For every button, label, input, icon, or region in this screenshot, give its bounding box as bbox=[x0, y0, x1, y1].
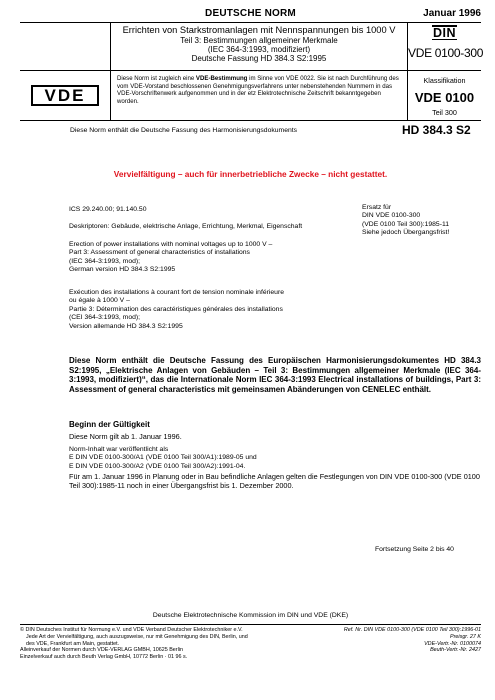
validity-heading: Beginn der Gültigkeit bbox=[69, 420, 150, 429]
publication-date: Januar 1996 bbox=[423, 8, 481, 19]
title-line-1: Teil 3: Bestimmungen allgemeiner Merkmale bbox=[180, 36, 338, 45]
title-line-2: (IEC 364-3:1993, modifiziert) bbox=[207, 45, 311, 54]
continuation-note: Fortsetzung Seite 2 bis 40 bbox=[375, 546, 454, 553]
din-logo: DIN bbox=[432, 26, 457, 40]
vde-logo: VDE bbox=[31, 85, 99, 106]
din-vde-number: VDE 0100-300 bbox=[408, 46, 484, 60]
french-title: Exécution des installations à courant fort de tension nominale inférieure ou égale à 1000 V – Partie 3: Détermination des caractéristiques générales des installations (CEI 364-3:1993, mod); Version allemande HD 384.3 S2:1995 bbox=[69, 289, 284, 330]
validity-start: Diese Norm gilt ab 1. Januar 1996. bbox=[69, 432, 182, 441]
copy-warning: Vervielfältigung – auch für innerbetriebliche Zwecke – nicht gestattet. bbox=[113, 169, 388, 179]
classification-box bbox=[407, 70, 481, 120]
standard-main-title: Errichten von Starkstromanlagen mit Nennspannungen bis 1000 V bbox=[122, 25, 396, 35]
standard-type-title: DEUTSCHE NORM bbox=[205, 8, 296, 19]
classification-part: Teil 300 bbox=[432, 108, 457, 117]
commission-line: Deutsche Elektrotechnische Kommission im DIN und VDE (DKE) bbox=[152, 612, 349, 619]
title-line-3: Deutsche Fassung HD 384.3 S2:1995 bbox=[191, 54, 327, 63]
replacement-block: Ersatz für DIN VDE 0100-300 (VDE 0100 Teil 300):1985-11 Siehe jedoch Übergangsfrist! bbox=[362, 204, 450, 237]
document-header bbox=[20, 8, 481, 22]
vde-logo-box bbox=[20, 70, 111, 120]
vde-determination-note: Diese Norm ist zugleich eine VDE-Bestimmung im Sinne von VDE 0022. Sie ist nach Durchführung des vom VDE-Vorstand beschlossenen Genehmigungsverfahrens unter nebenstehenden Nummern in das VDE-Vorschriftenwerk aufgenommen und in der etz Elektrotechnische Zeitschrift bekanntgegeben worden. bbox=[110, 70, 408, 120]
classification-code: VDE 0100 bbox=[414, 90, 475, 105]
previous-publications: Norm-Inhalt war veröffentlicht als E DIN VDE 0100-300/A1 (VDE 0100 Teil 300/A1):1989-05 und E DIN VDE 0100-300/A2 (VDE 0100 Teil 300/A2):1991-04. bbox=[69, 446, 257, 470]
transition-period: Für am 1. Januar 1996 in Planung oder in Bau befindliche Anlagen gelten die Festlegungen von DIN VDE 0100-300 (VDE 0100 Teil 300):1985-11 noch in einer Übergangsfrist bis 1. Dezember 2000. bbox=[69, 472, 480, 490]
ics-codes: ICS 29.240.00; 91.140.50 bbox=[69, 206, 147, 213]
hd-code: HD 384.3 S2 bbox=[402, 123, 471, 137]
footer-rule bbox=[20, 624, 481, 625]
title-box bbox=[110, 23, 408, 71]
descriptors: Deskriptoren: Gebäude, elektrische Anlage, Errichtung, Merkmal, Eigenschaft bbox=[69, 223, 303, 230]
reference-block: Ref. Nr. DIN VDE 0100-300 (VDE 0100 Teil 300):1996-01 Preisgr. 27 K VDE-Vertr.-Nr. 0100074 Beuth-Vertr.-Nr. 2427 bbox=[343, 627, 481, 654]
din-box bbox=[407, 23, 484, 71]
copyright-block: © DIN Deutsches Institut für Normung e.V. und VDE Verband Deutscher Elektrotechniker e.V. Jede Art der Vervielfältigung, auch auszugsweise, nur mit Genehmigung des DIN, Berlin, und des VDE, Frankfurt am Main, gestattet. Alleinverkauf der Normen durch VDE-VERLAG GMBH, 10625 Berlin Einzelverkauf auch durch Beuth Verlag GmbH, 10772 Berlin · 01 96 s. bbox=[20, 627, 248, 661]
harmonisation-text: Diese Norm enthält die Deutsche Fassung des Harmonisierungsdokuments bbox=[70, 127, 298, 134]
classification-label: Klassifikation bbox=[423, 76, 466, 85]
summary-paragraph: Diese Norm enthält die Deutsche Fassung des Europäischen Harmonisierungsdokumentes HD 384.3 S2:1995, „Elektrische Anlagen von Gebäuden – Teil 3: Bestimmungen allgemeiner Merkmale (IEC 364-3:1993, modifiziert)“, das die Internationale Norm IEC 364-3:1993 Electrical installations of buildings, Part 3: Assessment of general characteristics mit gemeinsamen Abänderungen von CENELEC enthält. bbox=[69, 356, 481, 394]
title-grid bbox=[20, 23, 484, 121]
english-title: Erection of power installations with nominal voltages up to 1000 V – Part 3: Assessment of general characteristics of installations (IEC 364-3:1993, mod); German version HD 384.3 S2:1995 bbox=[69, 241, 273, 274]
